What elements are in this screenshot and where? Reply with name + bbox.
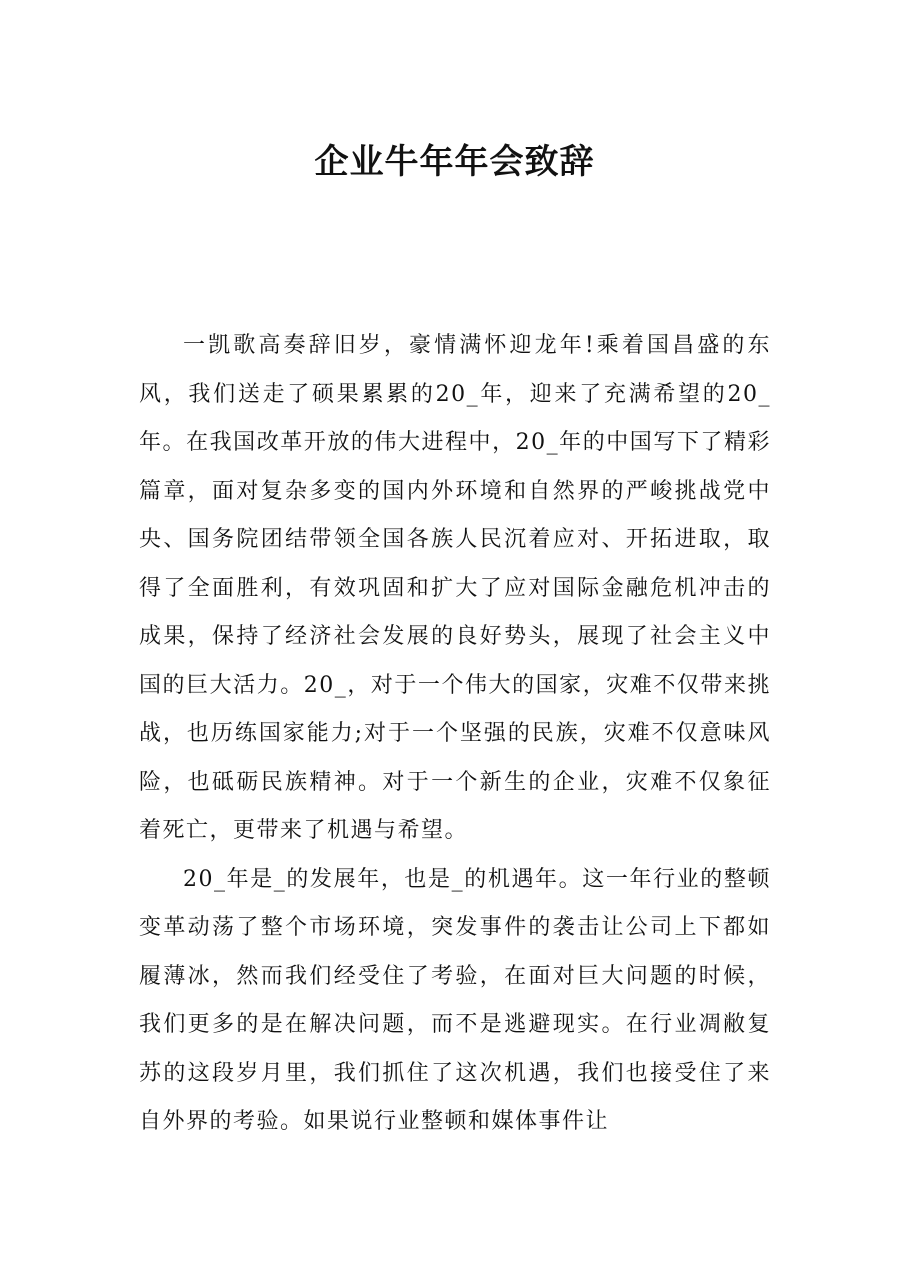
paragraph-1: 一凯歌高奏辞旧岁，豪情满怀迎龙年!乘着国昌盛的东风，我们送走了硕果累累的20_年，迎来了充满希望的20_年。在我国改革开放的伟大进程中，20_年的中国写下了精彩篇章，面对复杂多变的国内外环境和自然界的严峻挑战党中央、国务院团结带领全国各族人民沉着应对、开拓进取，取得了全面胜利，有效巩固和扩大了应对国际金融危机冲击的成果，保持了经济社会发展的良好势头，展现了社会主义中国的巨大活力。20_，对于一个伟大的国家，灾难不仅带来挑战，也历练国家能力;对于一个坚强的民族，灾难不仅意味风险，也砥砺民族精神。对于一个新生的企业，灾难不仅象征着死亡，更带来了机遇与希望。 xyxy=(139,333,771,843)
paragraph-2: 20_年是_的发展年，也是_的机遇年。这一年行业的整顿变革动荡了整个市场环境，突发事件的袭击让公司上下都如履薄冰，然而我们经受住了考验，在面对巨大问题的时候，我们更多的是在解决问题，而不是逃避现实。在行业凋敝复苏的这段岁月里，我们抓住了这次机遇，我们也接受住了来自外界的考验。如果说行业整顿和媒体事件让 xyxy=(139,866,771,1134)
document-body xyxy=(139,322,771,1147)
document-title: 企业牛年年会致辞 xyxy=(314,142,595,182)
